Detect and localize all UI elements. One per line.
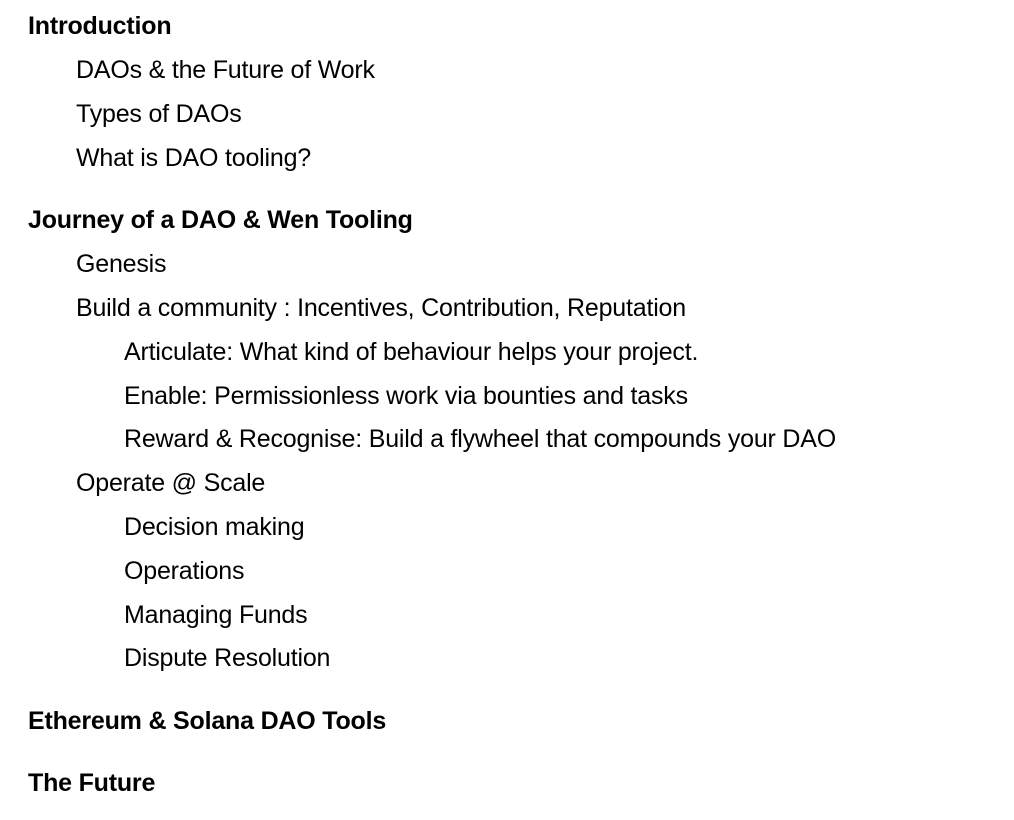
toc-subitem: Reward & Recognise: Build a flywheel that compounds your DAO	[124, 425, 836, 453]
toc-subitem: Articulate: What kind of behaviour helps your project.	[124, 338, 699, 366]
section-heading-introduction: Introduction	[28, 12, 172, 40]
section-heading-journey: Journey of a DAO & Wen Tooling	[28, 206, 413, 234]
section-heading-future: The Future	[28, 769, 156, 797]
toc-item: Types of DAOs	[76, 100, 242, 128]
toc-item: Build a community : Incentives, Contribution, Reputation	[76, 294, 686, 322]
toc-item: What is DAO tooling?	[76, 144, 311, 172]
section-heading-tools: Ethereum & Solana DAO Tools	[28, 707, 387, 735]
toc-subitem: Dispute Resolution	[124, 644, 331, 672]
toc-item: DAOs & the Future of Work	[76, 56, 375, 84]
toc-subitem: Operations	[124, 557, 245, 585]
toc-subitem: Decision making	[124, 513, 305, 541]
toc-item: Operate @ Scale	[76, 469, 266, 497]
toc-subitem: Managing Funds	[124, 601, 308, 629]
toc-item: Genesis	[76, 250, 167, 278]
toc-subitem: Enable: Permissionless work via bounties and tasks	[124, 382, 688, 410]
